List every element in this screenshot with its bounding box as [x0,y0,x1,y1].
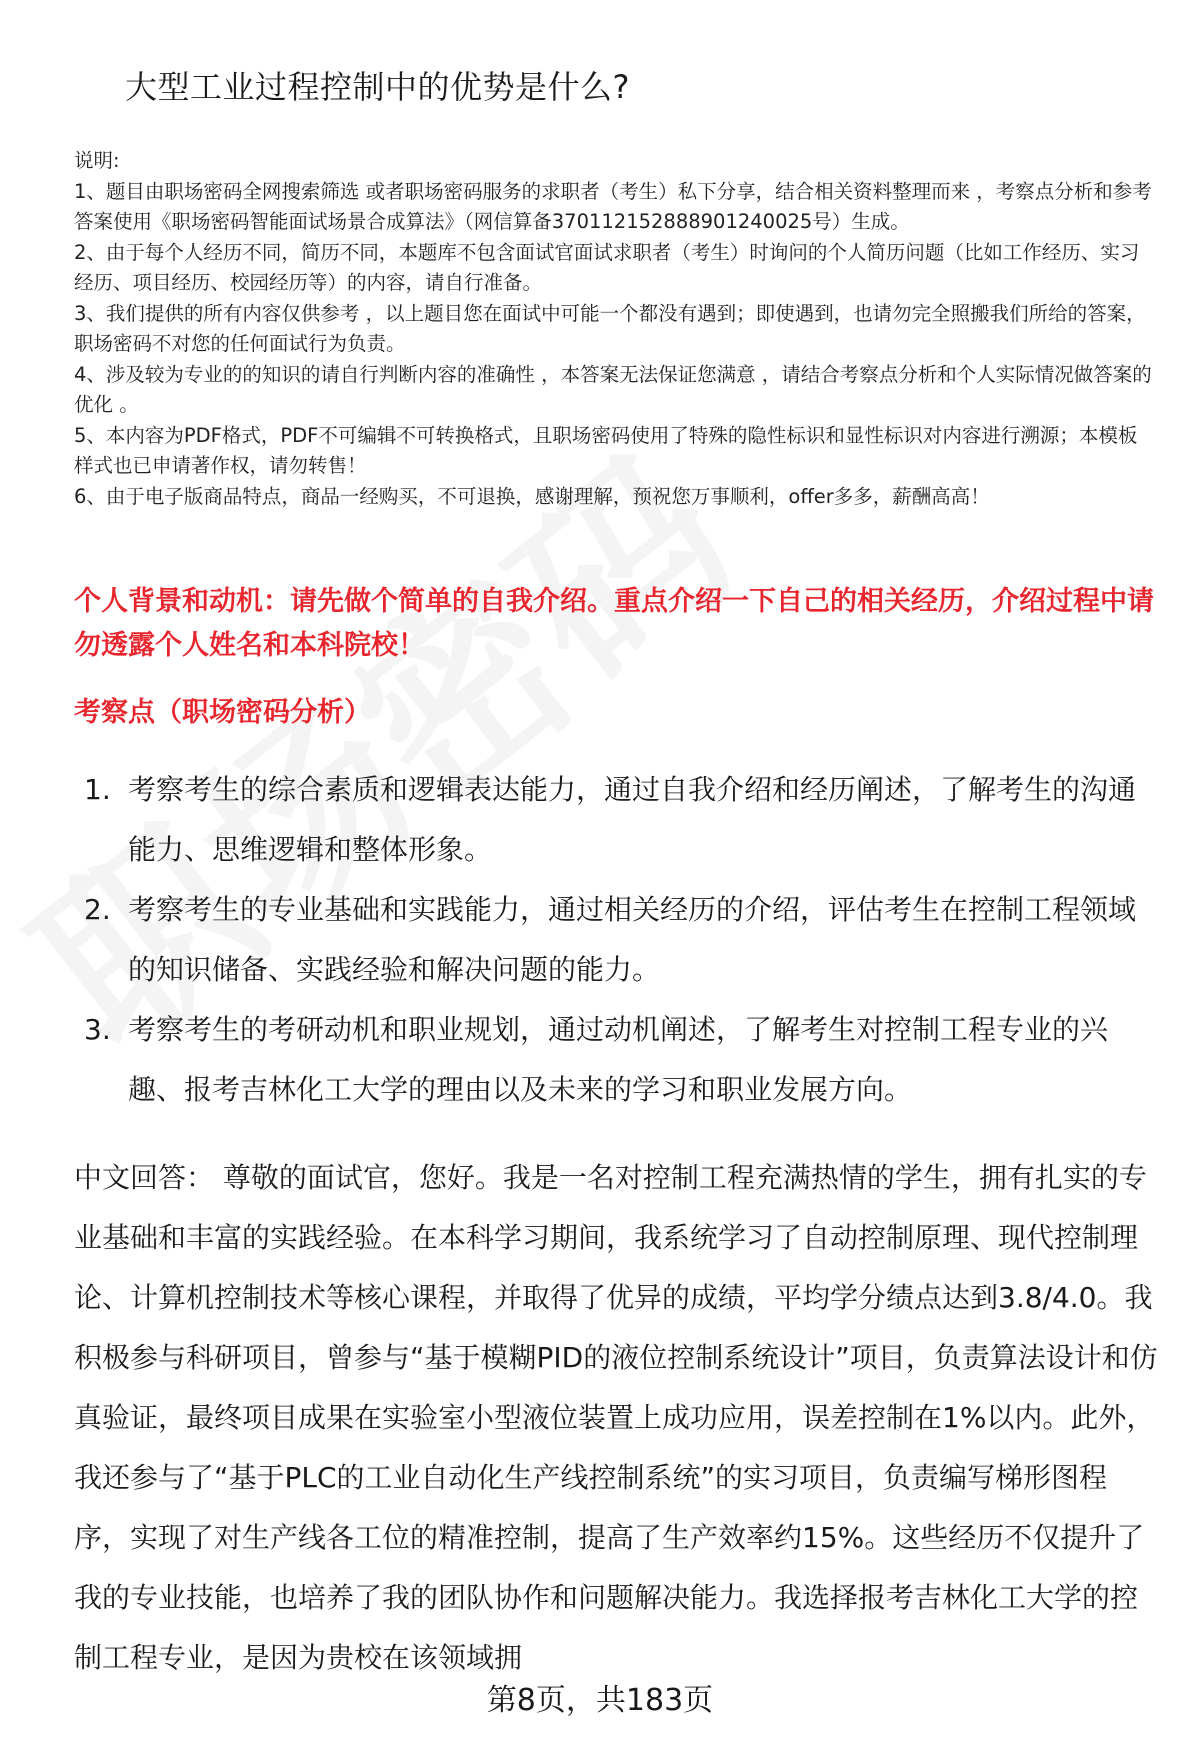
notes-section [74,146,1154,512]
point-text: 考察考生的综合素质和逻辑表达能力，通过自我介绍和经历阐述，了解考生的沟通能力、思维逻辑和整体形象。 [128,773,1137,866]
note-item: 5、本内容为PDF格式，PDF不可编辑不可转换格式，且职场密码使用了特殊的隐性标识和显性标识对内容进行溯源；本模板样式也已申请著作权，请勿转售！ [74,423,1138,477]
analysis-points-list [74,760,1154,1120]
analysis-point [74,880,1154,1000]
point-text: 考察考生的专业基础和实践能力，通过相关经历的介绍，评估考生在控制工程领域的知识储备、实践经验和解决问题的能力。 [128,893,1137,986]
note-item: 2、由于每个人经历不同，简历不同，本题库不包含面试官面试求职者（考生）时询问的个人简历问题（比如工作经历、实习经历、项目经历、校园经历等）的内容，请自行准备。 [74,240,1140,294]
note-item: 3、我们提供的所有内容仅供参考 ，以上题目您在面试中可能一个都没有遇到；即使遇到，也请勿完全照搬我们所给的答案，职场密码不对您的任何面试行为负责。 [74,301,1146,355]
answer-text: 中文回答： 尊敬的面试官，您好。我是一名对控制工程充满热情的学生，拥有扎实的专业基础和丰富的实践经验。在本科学习期间，我系统学习了自动控制原理、现代控制理论、计算机控制技术等核心课程，并取得了优异的成绩，平均学分绩点达到3.8/4.0。我积极参与科研项目，曾参与“基于模糊PID的液位控制系统设计”项目，负责算法设计和仿真验证，最终项目成果在实验室小型液位装置上成功应用，误差控制在1%以内。此外，我还参与了“基于PLC的工业自动化生产线控制系统”的实习项目，负责编写梯形图程序，实现了对生产线各工位的精准控制，提高了生产效率约15%。这些经历不仅提升了我的专业技能，也培养了我的团队协作和问题解决能力。我选择报考吉林化工大学的控制工程专业，是因为贵校在该领域拥 [74,1161,1158,1674]
point-number: 3. [84,1013,111,1046]
notes-heading: 说明: [74,149,120,172]
note-item: 1、题目由职场密码全网搜索筛选 或者职场密码服务的求职者（考生）私下分享，结合相关资料整理而来 ，考察点分析和参考答案使用《职场密码智能面试场景合成算法》（网信算备370112152888901240025号）生成。 [74,179,1152,233]
point-number: 1. [84,773,111,806]
analysis-heading: 考察点（职场密码分析） [74,697,371,728]
point-text: 考察考生的考研动机和职业规划，通过动机阐述，了解考生对控制工程专业的兴趣、报考吉林化工大学的理由以及未来的学习和职业发展方向。 [128,1013,1109,1106]
note-item: 6、由于电子版商品特点，商品一经购买，不可退换，感谢理解，预祝您万事顺利，offer多多，薪酬高高！ [74,484,990,508]
point-number: 2. [84,893,111,926]
analysis-point [74,1000,1154,1120]
page-title: 大型工业过程控制中的优势是什么? [125,68,630,106]
page-number: 第8页，共183页 [486,1683,714,1718]
interview-question: 个人背景和动机：请先做个简单的自我介绍。重点介绍一下自己的相关经历，介绍过程中请勿透露个人姓名和本科院校！ [74,586,1154,661]
note-item: 4、涉及较为专业的的知识的请自行判断内容的准确性 ，本答案无法保证您满意 ，请结合考察点分析和个人实际情况做答案的优化 。 [74,362,1152,416]
analysis-point [74,760,1154,880]
